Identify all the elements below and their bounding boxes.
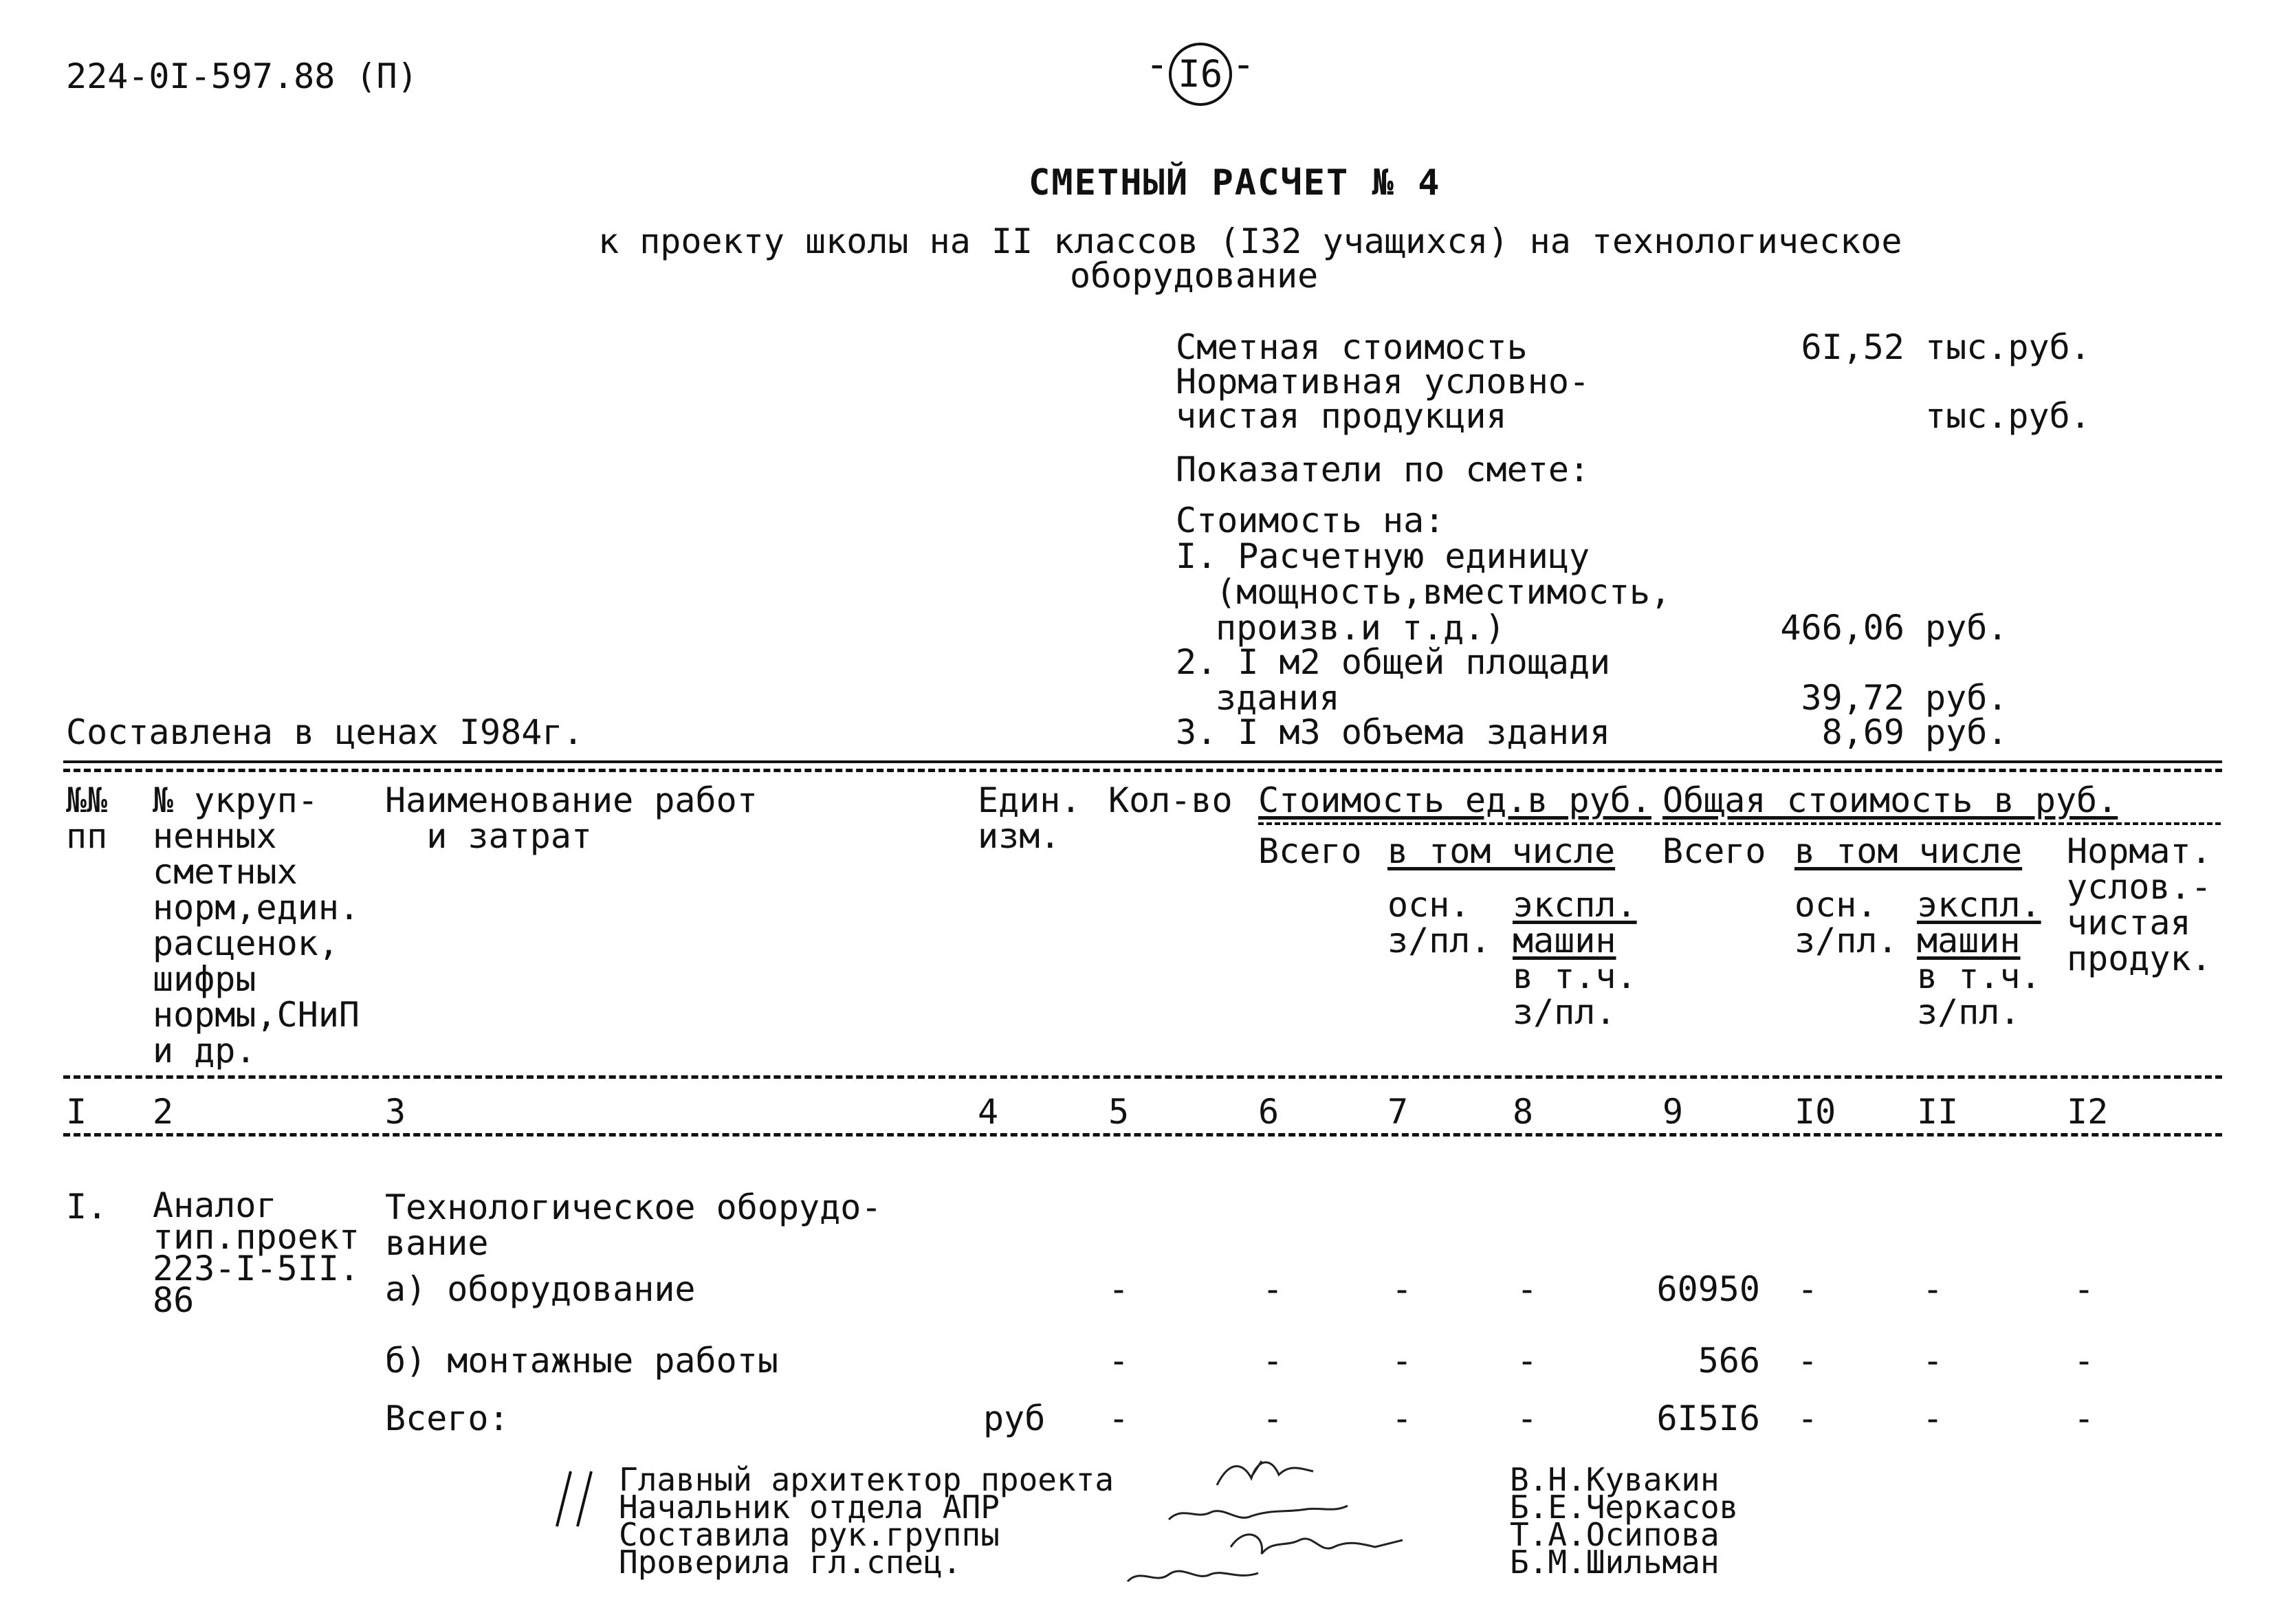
header-unit-cost-group: Стоимость ед.в руб. bbox=[1258, 780, 1651, 820]
item-b-c9: 566 bbox=[1698, 1341, 1760, 1381]
total-row-c11: - bbox=[1922, 1398, 1944, 1438]
header-col-5: Кол-во bbox=[1108, 780, 1233, 820]
indicator-2-line-2: здания bbox=[1216, 678, 1340, 718]
cost-unit: тыс.руб. bbox=[1925, 327, 2091, 367]
header-unit-incl: в том числе bbox=[1387, 831, 1616, 871]
colnum-1: I bbox=[66, 1092, 87, 1132]
document-code: 224-0I-597.88 (П) bbox=[66, 56, 418, 96]
cost-per-label: Стоимость на: bbox=[1176, 501, 1445, 540]
header-total-incl: в том числе bbox=[1794, 831, 2023, 871]
handwritten-signatures-icon bbox=[1114, 1444, 1471, 1609]
indicator-1-unit: руб. bbox=[1925, 608, 2008, 648]
total-row-c5: - bbox=[1108, 1398, 1130, 1438]
total-row-c12: - bbox=[2074, 1398, 2095, 1438]
item-a-c8: - bbox=[1517, 1269, 1538, 1309]
indicator-1-line-3: произв.и т.д.) bbox=[1216, 608, 1506, 648]
total-row-c10: - bbox=[1797, 1398, 1819, 1438]
norm-label-2: чистая продукция bbox=[1176, 396, 1507, 436]
signature-names: В.Н.Кувакин Б.Е.Черкасов Т.А.Осипова Б.М.Шильман bbox=[1510, 1461, 1739, 1581]
header-unit-machines: экспл. машин bbox=[1513, 885, 1637, 961]
page-number-circle: I6 bbox=[1169, 43, 1232, 106]
prices-note: Составлена в ценах I984г. bbox=[66, 712, 584, 752]
indicator-1-value: 466,06 bbox=[1780, 608, 1904, 648]
colnum-9: 9 bbox=[1662, 1092, 1684, 1132]
norm-unit: тыс.руб. bbox=[1925, 396, 2091, 436]
document-title: СМЕТНЫЙ РАСЧЕТ № 4 bbox=[1029, 162, 1441, 204]
analog-project: Аналог тип.проект 223-I-5II. 86 bbox=[153, 1185, 360, 1320]
header-col-2: № укруп- ненных сметных норм,един. расценок, шифры нормы,СНиП и др. bbox=[153, 780, 360, 1071]
item-b-c11: - bbox=[1922, 1341, 1944, 1381]
total-row-c7: - bbox=[1392, 1398, 1413, 1438]
item-a-c7: - bbox=[1392, 1269, 1413, 1309]
colnum-12: I2 bbox=[2067, 1092, 2109, 1132]
row-number: I. bbox=[66, 1187, 108, 1227]
colnum-5: 5 bbox=[1108, 1092, 1130, 1132]
colnum-11: II bbox=[1917, 1092, 1959, 1132]
total-row-unit: руб bbox=[983, 1398, 1046, 1438]
table-top-rule bbox=[63, 760, 2222, 763]
colnum-2: 2 bbox=[153, 1092, 174, 1132]
colnum-7: 7 bbox=[1387, 1092, 1409, 1132]
cost-value: 6I,52 bbox=[1801, 327, 1904, 367]
header-total-machines: экспл. машин bbox=[1917, 885, 2041, 961]
column-numbers-rule-bottom bbox=[63, 1133, 2222, 1137]
header-col-1: №№ пп bbox=[66, 780, 108, 856]
indicator-3-value: 8,69 bbox=[1821, 712, 1904, 752]
total-row-c8: - bbox=[1517, 1398, 1538, 1438]
indicator-2-unit: руб. bbox=[1925, 678, 2008, 718]
header-total-machines-sub: в т.ч. з/пл. bbox=[1917, 956, 2041, 1032]
item-b-name: б) монтажные работы bbox=[385, 1341, 778, 1381]
header-total-basic-wage: осн. з/пл. bbox=[1794, 885, 1898, 961]
indicator-1-line-2: (мощность,вместимость, bbox=[1216, 572, 1671, 612]
item-b-c10: - bbox=[1797, 1341, 1819, 1381]
section-title: Технологическое оборудо- вание bbox=[385, 1187, 882, 1263]
item-a-c12: - bbox=[2074, 1269, 2095, 1309]
item-b-c8: - bbox=[1517, 1341, 1538, 1381]
item-a-c9: 60950 bbox=[1656, 1269, 1760, 1309]
cost-label: Сметная стоимость bbox=[1176, 327, 1528, 367]
header-col-3: Наименование работ и затрат bbox=[385, 780, 758, 856]
total-row-name: Всего: bbox=[385, 1398, 509, 1438]
item-a-c10: - bbox=[1797, 1269, 1819, 1309]
item-b-c5: - bbox=[1108, 1341, 1130, 1381]
margin-marks-icon bbox=[550, 1464, 612, 1540]
colnum-6: 6 bbox=[1258, 1092, 1280, 1132]
norm-label-1: Нормативная условно- bbox=[1176, 362, 1590, 402]
item-a-c11: - bbox=[1922, 1269, 1944, 1309]
header-col-4: Един. изм. bbox=[978, 780, 1081, 856]
header-unit-basic-wage: осн. з/пл. bbox=[1387, 885, 1491, 961]
item-a-c6: - bbox=[1262, 1269, 1284, 1309]
header-unit-total: Всего bbox=[1258, 831, 1362, 871]
header-total-cost-group: Общая стоимость в руб. bbox=[1662, 780, 2118, 820]
header-total-total: Всего bbox=[1662, 831, 1766, 871]
colnum-3: 3 bbox=[385, 1092, 406, 1132]
table-top-rule-2 bbox=[63, 769, 2222, 772]
subtitle-line-2: оборудование bbox=[1070, 256, 1319, 296]
total-row-c9: 6I5I6 bbox=[1656, 1398, 1760, 1438]
item-b-c6: - bbox=[1262, 1341, 1284, 1381]
indicator-2-value: 39,72 bbox=[1801, 678, 1904, 718]
colnum-8: 8 bbox=[1513, 1092, 1534, 1132]
subtitle-line-1: к проекту школы на II классов (I32 учащихся) на технологическое bbox=[598, 221, 1902, 261]
signature-titles: Главный архитектор проекта Начальник отдела АПР Составила рук.группы Проверила гл.спец. bbox=[619, 1461, 1114, 1581]
page-number: - I6 - bbox=[1145, 43, 1255, 106]
item-b-c7: - bbox=[1392, 1341, 1413, 1381]
item-a-name: а) оборудование bbox=[385, 1269, 696, 1309]
indicator-2-line-1: 2. I м2 общей площади bbox=[1176, 642, 1611, 682]
total-row-c6: - bbox=[1262, 1398, 1284, 1438]
indicator-3-unit: руб. bbox=[1925, 712, 2008, 752]
colnum-4: 4 bbox=[978, 1092, 999, 1132]
header-unit-machines-sub: в т.ч. з/пл. bbox=[1513, 956, 1637, 1032]
colnum-10: I0 bbox=[1794, 1092, 1836, 1132]
indicator-1-line-1: I. Расчетную единицу bbox=[1176, 536, 1590, 576]
item-a-c5: - bbox=[1108, 1269, 1130, 1309]
indicator-3-label: 3. I м3 объема здания bbox=[1176, 712, 1611, 752]
indicators-label: Показатели по смете: bbox=[1176, 450, 1590, 490]
item-b-c12: - bbox=[2074, 1341, 2095, 1381]
header-norm-net: Нормат. услов.- чистая продук. bbox=[2067, 831, 2212, 978]
header-group-rule bbox=[1258, 822, 2221, 825]
column-numbers-rule-top bbox=[63, 1075, 2222, 1079]
